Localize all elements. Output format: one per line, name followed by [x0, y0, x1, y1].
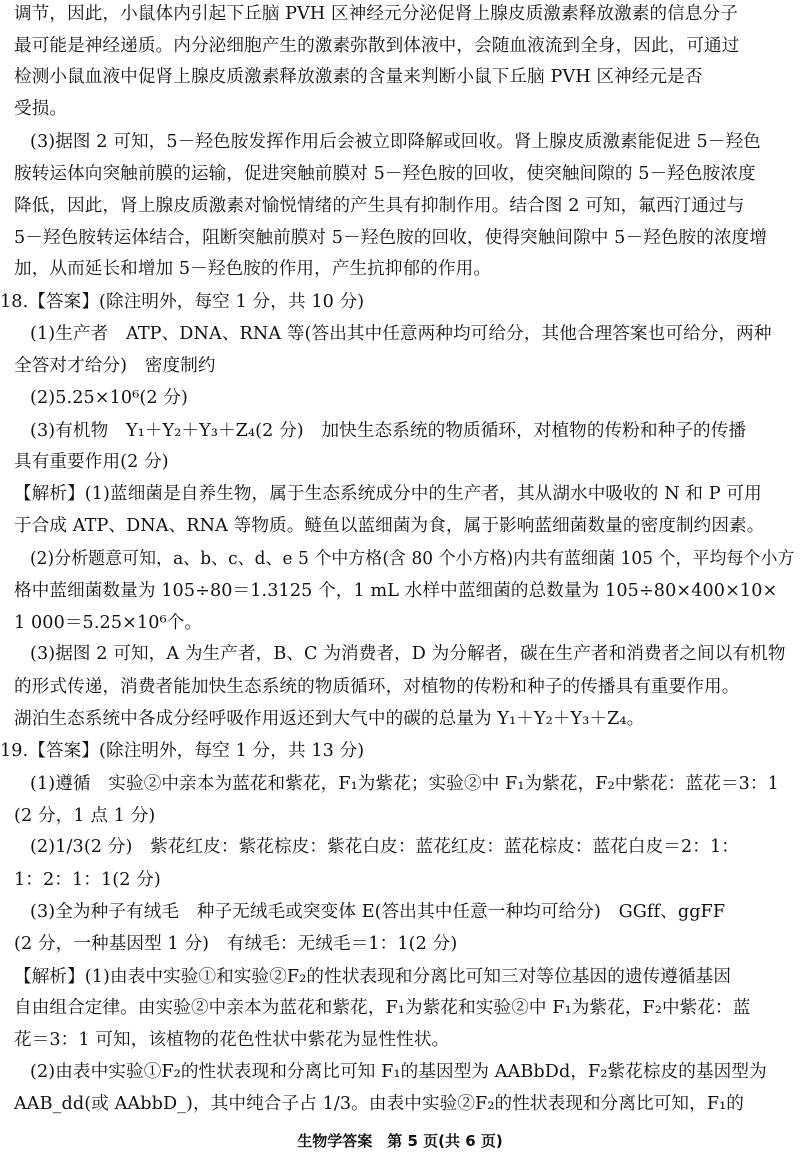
text-line: 【解析】(1)由表中实验①和实验②F₂的性状表现和分离比可知三对等位基因的遗传遵循基因	[14, 967, 732, 987]
text-line: 19.【答案】(除注明外，每空 1 分，共 13 分)	[0, 741, 365, 761]
text-line: 湖泊生态系统中各成分经呼吸作用返还到大气中的碳的总量为 Y₁＋Y₂＋Y₃＋Z₄。	[14, 709, 645, 729]
text-line: 调节，因此，小鼠体内引起下丘脑 PVH 区神经元分泌促肾上腺皮质激素释放激素的信息分子	[14, 4, 738, 24]
text-line: (2 分，1 点 1 分)	[14, 806, 156, 826]
text-line: 1：2：1：1(2 分)	[14, 870, 161, 890]
text-line: 1 000＝5.25×10⁶个。	[14, 613, 203, 633]
text-line: 【解析】(1)蓝细菌是自养生物，属于生态系统成分中的生产者，其从湖水中吸收的 N 和 P 可用	[14, 484, 762, 504]
text-line: (2)由表中实验①F₂的性状表现和分离比可知 F₁的基因型为 AABbDd，F₂紫花棕皮的基因型为	[30, 1062, 767, 1082]
text-line: 的形式传递，消费者能加快生态系统的物质循环，对植物的传粉和种子的传播具有重要作用。	[14, 677, 740, 697]
text-line: (1)生产者 ATP、DNA、RNA 等(答出其中任意两种均可给分，其他合理答案也可给分，两种	[30, 324, 772, 344]
text-line: (2 分，一种基因型 1 分) 有绒毛：无绒毛＝1：1(2 分)	[14, 934, 458, 954]
text-line: 格中蓝细菌数量为 105÷80＝1.3125 个，1 mL 水样中蓝细菌的总数量为 105÷80×400×10×	[14, 581, 778, 601]
text-line: (3)有机物 Y₁＋Y₂＋Y₃＋Z₄(2 分) 加快生态系统的物质循环，对植物的传粉和种子的传播	[30, 421, 747, 441]
text-line: 于合成 ATP、DNA、RNA 等物质。鲢鱼以蓝细菌为食，属于影响蓝细菌数量的密度制约因素。	[14, 516, 765, 536]
text-line: (1)遵循 实验②中亲本为蓝花和紫花，F₁为紫花；实验②中 F₁为紫花，F₂中紫花：蓝花＝3：1	[30, 774, 779, 794]
text-line: 最可能是神经递质。内分泌细胞产生的激素弥散到体液中，会随血液流到全身，因此，可通过	[14, 36, 740, 56]
text-line: (3)据图 2 可知，A 为生产者，B、C 为消费者，D 为分解者，碳在生产者和消费者之间以有机物	[30, 644, 786, 664]
text-line: (2)1/3(2 分) 紫花红皮：紫花棕皮：紫花白皮：蓝花红皮：蓝花棕皮：蓝花白皮＝2：1：	[30, 837, 739, 857]
text-line: (3)据图 2 可知，5－羟色胺发挥作用后会被立即降解或回收。肾上腺皮质激素能促进 5－羟色	[30, 132, 761, 152]
text-line: 全答对才给分) 密度制约	[14, 356, 216, 376]
text-line: 自由组合定律。由实验②中亲本为蓝花和紫花，F₁为紫花和实验②中 F₁为紫花，F₂中紫花：蓝	[14, 998, 751, 1018]
text-line: 花＝3：1 可知，该植物的花色性状中紫花为显性性状。	[14, 1030, 450, 1050]
text-line: (2)分析题意可知，a、b、c、d、e 5 个中方格(含 80 个小方格)内共有蓝细菌 105 个，平均每个小方	[30, 549, 795, 569]
text-line: AAB_dd(或 AAbbD_)，其中纯合子占 1/3。由表中实验②F₂的性状表现和分离比可知，F₁的	[14, 1094, 744, 1114]
text-line: 检测小鼠血液中促肾上腺皮质激素释放激素的含量来判断小鼠下丘脑 PVH 区神经元是否	[14, 67, 703, 87]
text-line: 5－羟色胺转运体结合，阻断突触前膜对 5－羟色胺的回收，使得突触间隙中 5－羟色胺的浓度增	[14, 228, 768, 248]
text-line: 胺转运体向突触前膜的运输，促进突触前膜对 5－羟色胺的回收，使突触间隙的 5－羟色胺浓度	[14, 164, 756, 184]
text-line: (2)5.25×10⁶(2 分)	[30, 388, 188, 408]
text-line: 具有重要作用(2 分)	[14, 452, 169, 472]
text-line: 受损。	[14, 99, 68, 119]
text-line: 加，从而延长和增加 5－羟色胺的作用，产生抗抑郁的作用。	[14, 259, 492, 279]
text-line: 18.【答案】(除注明外，每空 1 分，共 10 分)	[0, 292, 365, 312]
text-line: 降低，因此，肾上腺皮质激素对愉悦情绪的产生具有抑制作用。结合图 2 可知，氟西汀通过与	[14, 196, 745, 216]
text-line: (3)全为种子有绒毛 种子无绒毛或突变体 E(答出其中任意一种均可给分) GGff、ggFF	[30, 902, 726, 922]
page-footer: 生物学答案 第 5 页(共 6 页)	[297, 1132, 503, 1150]
